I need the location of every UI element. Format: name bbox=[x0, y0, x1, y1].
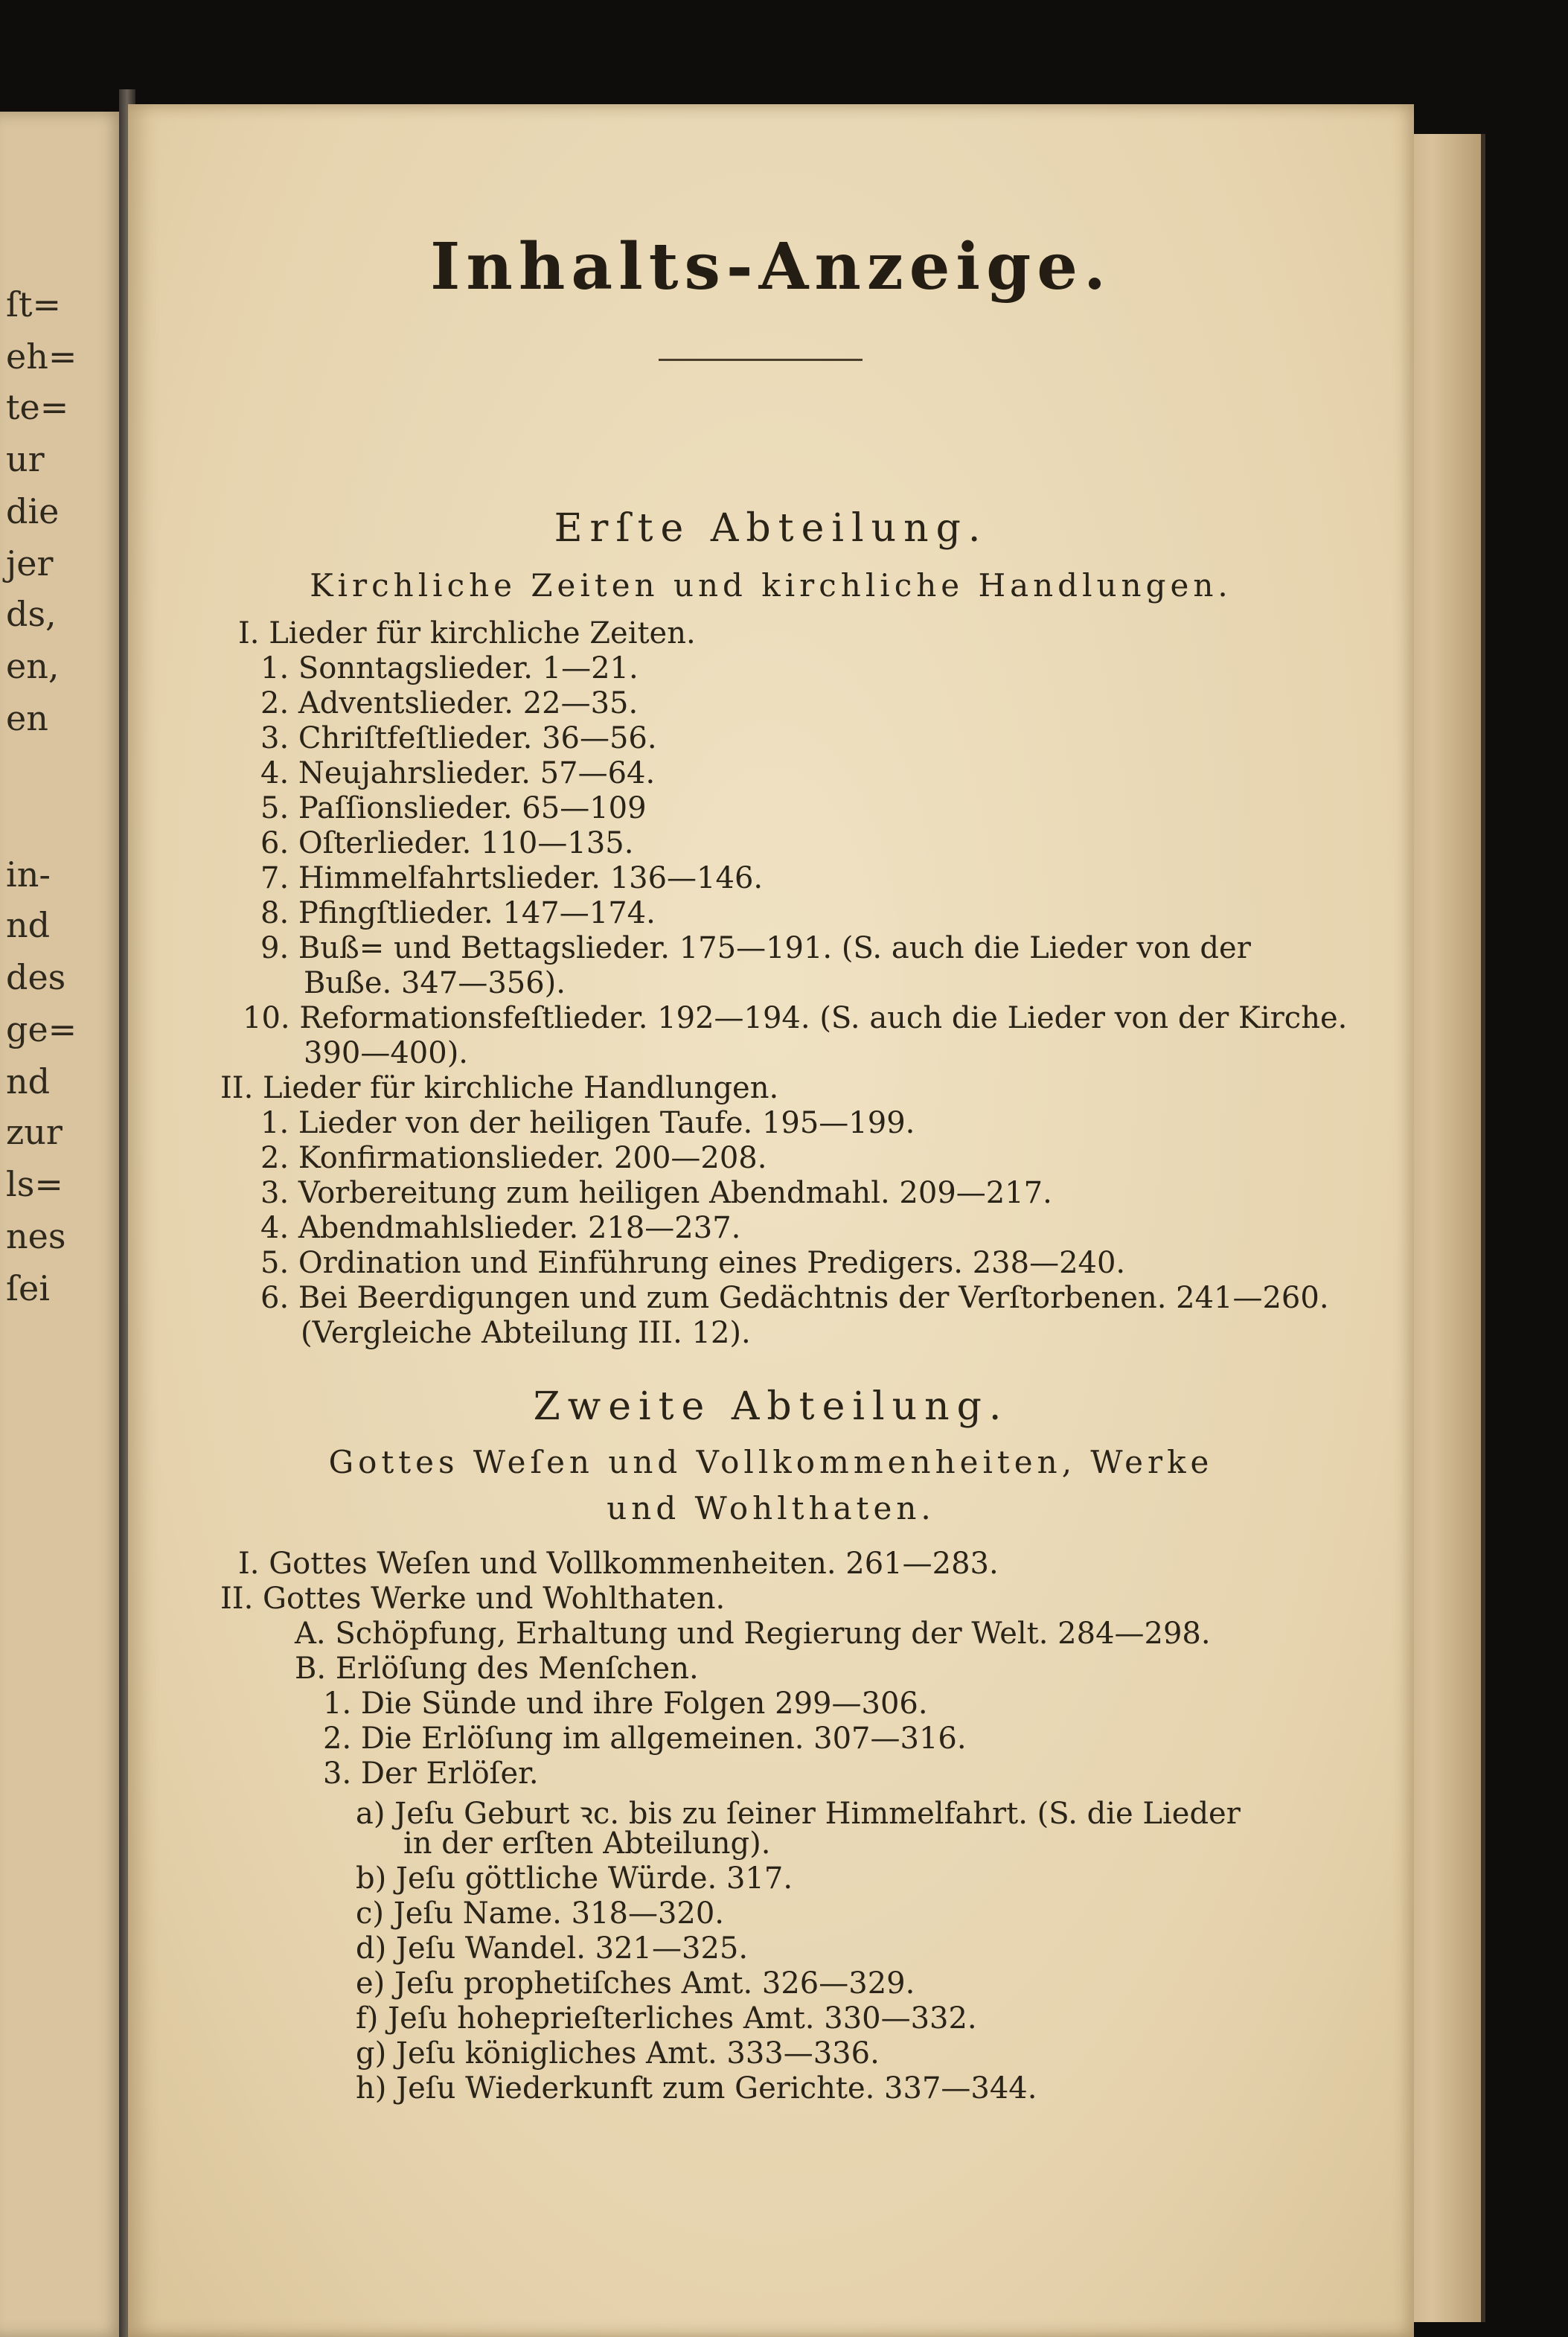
toc-line: 1. Sonntagslieder. 1—21. bbox=[260, 651, 639, 685]
toc-line: c) Jeſu Name. 318—320. bbox=[356, 1896, 724, 1931]
toc-line: 1. Die Sünde und ihre Folgen 299—306. bbox=[323, 1687, 928, 1721]
section-2-subheading-cont: und Wohlthaten. bbox=[607, 1490, 935, 1526]
section-2-heading: Zweite Abteilung. bbox=[533, 1384, 1009, 1429]
toc-line: 4. Neujahrslieder. 57—64. bbox=[260, 756, 656, 790]
toc-line: 390—400). bbox=[304, 1036, 469, 1070]
toc-line: B. Erlöſung des Menſchen. bbox=[295, 1652, 699, 1686]
toc-line: 3. Der Erlöſer. bbox=[323, 1756, 539, 1791]
toc-line: 2. Adventslieder. 22—35. bbox=[260, 686, 639, 720]
left-text-fragment: en, bbox=[6, 646, 60, 686]
left-text-fragment: eh= bbox=[6, 336, 77, 377]
left-text-fragment: ſt= bbox=[6, 284, 62, 325]
toc-line: Buße. 347—356). bbox=[304, 966, 566, 1000]
title-divider bbox=[659, 359, 863, 361]
toc-line: 3. Vorbereitung zum heiligen Abendmahl. 209—217. bbox=[260, 1176, 1052, 1210]
left-text-fragment: ds, bbox=[6, 594, 57, 634]
toc-line: II. Gottes Werke und Wohlthaten. bbox=[220, 1582, 726, 1616]
left-text-fragment: ge= bbox=[6, 1009, 77, 1049]
left-text-fragment: ur bbox=[6, 439, 45, 479]
left-text-fragment: jer bbox=[6, 543, 54, 584]
toc-line: h) Jeſu Wiederkunft zum Gerichte. 337—344. bbox=[356, 2071, 1037, 2106]
toc-line: 2. Konfirmationslieder. 200—208. bbox=[260, 1141, 767, 1175]
toc-line: 4. Abendmahlslieder. 218—237. bbox=[260, 1211, 741, 1245]
toc-line: 2. Die Erlöſung im allgemeinen. 307—316. bbox=[323, 1721, 967, 1756]
section-1-heading: Erſte Abteilung. bbox=[554, 506, 988, 551]
toc-line: 9. Buß= und Bettagslieder. 175—191. (S. auch die Lieder von der bbox=[260, 931, 1251, 965]
toc-line: 8. Pfingſtlieder. 147—174. bbox=[260, 896, 656, 930]
left-text-fragment: die bbox=[6, 491, 60, 531]
section-1-subheading: Kirchliche Zeiten und kirchliche Handlungen. bbox=[310, 567, 1232, 604]
toc-line: a) Jeſu Geburt ꝛc. bis zu ſeiner Himmelfahrt. (S. die Lieder bbox=[356, 1797, 1241, 1831]
left-text-fragment: te= bbox=[6, 387, 69, 427]
toc-line: g) Jeſu königliches Amt. 333—336. bbox=[356, 2036, 880, 2071]
contents-page bbox=[128, 104, 1414, 2337]
left-page-fragment bbox=[0, 112, 125, 2337]
toc-line: in der erſten Abteilung). bbox=[403, 1826, 771, 1861]
left-text-fragment: in- bbox=[6, 854, 51, 895]
left-text-fragment: nes bbox=[6, 1216, 66, 1256]
toc-line: II. Lieder für kirchliche Handlungen. bbox=[220, 1071, 779, 1105]
toc-line: 7. Himmelfahrtslieder. 136—146. bbox=[260, 861, 764, 895]
left-text-fragment: nd bbox=[6, 905, 51, 945]
left-text-fragment: zur bbox=[6, 1112, 63, 1152]
toc-line: 6. Oſterlieder. 110—135. bbox=[260, 826, 634, 860]
toc-line: I. Lieder für kirchliche Zeiten. bbox=[238, 616, 696, 650]
toc-line: f) Jeſu hoheprieſterliches Amt. 330—332. bbox=[356, 2001, 977, 2036]
toc-line: 6. Bei Beerdigungen und zum Gedächtnis der Verſtorbenen. 241—260. bbox=[260, 1281, 1329, 1315]
left-text-fragment: ſei bbox=[6, 1268, 50, 1308]
toc-line: 5. Ordination und Einführung eines Predigers. 238—240. bbox=[260, 1246, 1126, 1280]
left-text-fragment: nd bbox=[6, 1061, 51, 1102]
toc-line: I. Gottes Weſen und Vollkommenheiten. 261—283. bbox=[238, 1547, 999, 1581]
toc-line: d) Jeſu Wandel. 321—325. bbox=[356, 1931, 749, 1966]
section-2-subheading: Gottes Weſen und Vollkommenheiten, Werke bbox=[328, 1444, 1214, 1480]
page-title: Inhalts-Anzeige. bbox=[430, 229, 1112, 304]
left-text-fragment: des bbox=[6, 957, 66, 997]
toc-line: A. Schöpfung, Erhaltung und Regierung der Welt. 284—298. bbox=[295, 1617, 1211, 1651]
toc-line: 5. Paſſionslieder. 65—109 bbox=[260, 791, 647, 825]
left-text-fragment: ls= bbox=[6, 1164, 63, 1204]
left-text-fragment: en bbox=[6, 698, 48, 738]
toc-line: b) Jeſu göttliche Würde. 317. bbox=[356, 1861, 793, 1896]
toc-line: 10. Reformationsfeſtlieder. 192—194. (S. auch die Lieder von der Kirche. bbox=[243, 1001, 1348, 1035]
toc-line: (Vergleiche Abteilung III. 12). bbox=[301, 1316, 751, 1350]
toc-line: e) Jeſu prophetiſches Amt. 326—329. bbox=[356, 1966, 915, 2001]
toc-line: 3. Chriſtfeſtlieder. 36—56. bbox=[260, 721, 657, 755]
toc-line: 1. Lieder von der heiligen Taufe. 195—199. bbox=[260, 1106, 915, 1140]
